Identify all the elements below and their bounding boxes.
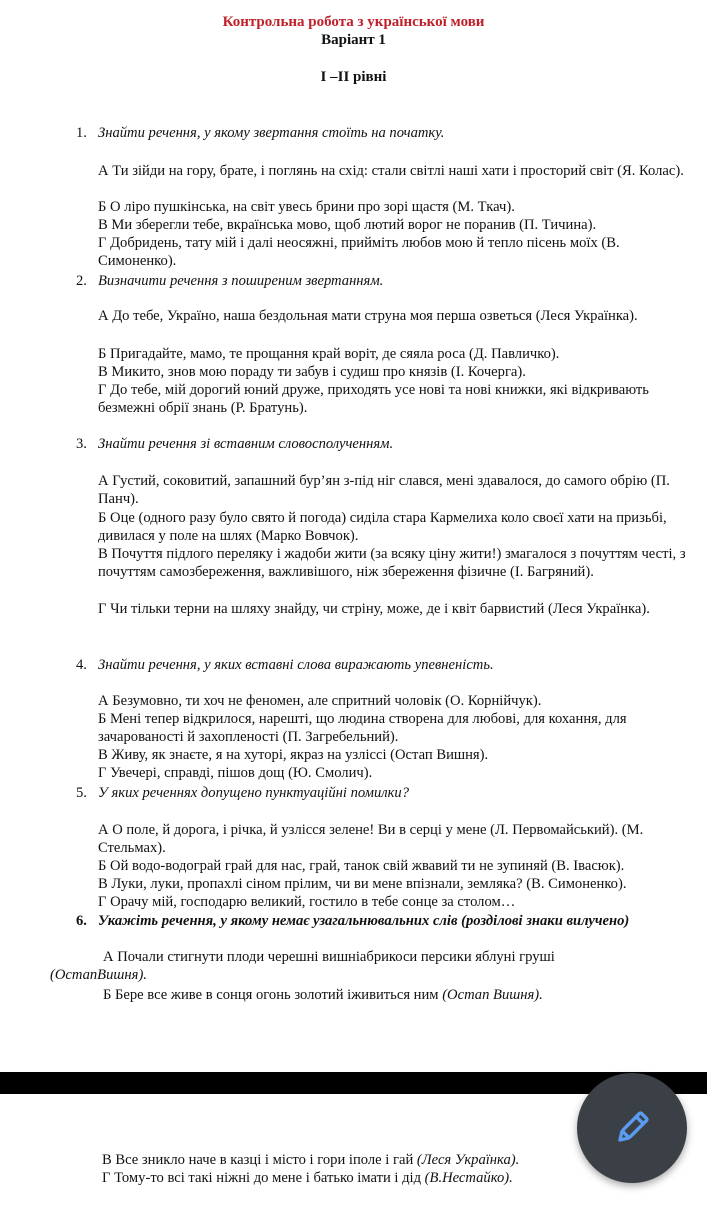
page-title: Контрольна робота з української мови (222, 14, 485, 30)
question-4 (76, 656, 676, 674)
question-number: 6. (76, 913, 87, 929)
question-text: Знайти речення зі вставним словосполученням. (98, 436, 394, 452)
pencil-icon (612, 1108, 652, 1148)
question-number: 2. (76, 273, 87, 289)
option-4c: В Живу, як знаєте, я на хуторі, якраз на узліссі (Остап Вишня). (98, 747, 489, 763)
option-4b: Б Мені тепер відкрилося, нарешті, що людина створена для любові, для кохання, для зачарованості й захопленості (П. Загребельний). (98, 711, 627, 746)
option-2d: Г До тебе, мій дорогий юний друже, приходять усе нові та нові книжки, які відкривають безмежні обрії знань (Р. Братунь). (98, 382, 649, 417)
question-number: 1. (76, 125, 87, 141)
question-text: Укажіть речення, у якому немає узагальнювальних слів (розділові знаки вилучено) (98, 913, 630, 929)
option-6a: А Почали стигнути плоди черешні вишніабрикоси персики яблуні груші (103, 949, 555, 965)
option-3c: В Почуття підлого переляку і жадоби жити (за всяку ціну жити!) змагалося з почуттям честі, з почуттям самозбереження, важливішого, ніж збереження фізичне (І. Багряний). (98, 546, 686, 581)
question-2 (76, 272, 676, 290)
option-1c: В Ми зберегли тебе, вкраїнська мово, щоб лютий ворог не поранив (П. Тичина). (98, 217, 597, 233)
option-6b (103, 986, 693, 1004)
option-6c-text: В Все зникло наче в казці і місто і гори іполе і гай (102, 1152, 417, 1168)
option-6d-author: (В.Нестайко). (424, 1170, 513, 1186)
option-5a: А О поле, й дорога, і річка, й узлісся зелене! Ви в серці у мене (Л. Первомайський). (М. Стельмах). (98, 822, 644, 857)
option-6c-author: (Леся Українка). (416, 1152, 520, 1168)
option-3b: Б Оце (одного разу було свято й погода) сиділа стара Кармелиха коло своєї хати на призьбі, дивилася у поле на шлях (Марко Вовчок). (98, 510, 667, 545)
option-5c: В Луки, луки, пропахлі сіном прілим, чи ви мене впізнали, земляка? (В. Симоненко). (98, 876, 627, 892)
option-6b-text: Б Бере все живе в сонця огонь золотий іживиться ним (103, 987, 443, 1003)
question-number: 5. (76, 785, 87, 801)
option-5d: Г Орачу мій, господарю великий, гостило в тебе сонце за столом… (98, 894, 516, 910)
option-2b: Б Пригадайте, мамо, те прощання край воріт, де сяяла роса (Д. Павличко). (98, 346, 560, 362)
option-3a: А Густий, соковитий, запашний бур’ян з-під ніг слався, мені здавалося, до самого обрію (П. Панч). (98, 473, 670, 508)
option-2a: А До тебе, Україно, наша бездольная мати струна моя перша озветься (Леся Українка). (98, 308, 638, 324)
option-6a-author: (ОстапВишня). (50, 967, 147, 983)
variant-heading: Варіант 1 (321, 32, 386, 48)
question-text: Знайти речення, у якому звертання стоїть на початку. (98, 125, 445, 141)
option-2c: В Микито, знов мою пораду ти забув і судиш про князів (І. Кочерга). (98, 364, 526, 380)
question-text: Знайти речення, у яких вставні слова виражають упевненість. (98, 657, 494, 673)
option-4d: Г Увечері, справді, пішов дощ (Ю. Смолич). (98, 765, 373, 781)
option-5b: Б Ой водо-водограй грай для нас, грай, танок свій жвавий ти не зупиняй (В. Івасюк). (98, 858, 625, 874)
question-number: 3. (76, 436, 87, 452)
option-6b-author: (Остап Вишня). (442, 987, 543, 1003)
option-1d: Г Добридень, тату мій і далі неосяжні, прийміть любов мою й тепло пісень моїх (В. Симоненко). (98, 235, 620, 270)
option-4a: А Безумовно, ти хоч не феномен, але спритний чоловік (О. Корнійчук). (98, 693, 542, 709)
question-number: 4. (76, 657, 87, 673)
edit-fab-button[interactable] (577, 1073, 687, 1183)
option-3d: Г Чи тільки терни на шляху знайду, чи стріну, може, де і квіт барвистий (Леся Українка). (98, 601, 650, 617)
option-1a: А Ти зійди на гору, брате, і поглянь на схід: стали світлі наші хати і просторий світ (Я. Колас). (98, 163, 684, 179)
question-text: У яких реченнях допущено пунктуаційні помилки? (98, 785, 410, 801)
option-6d-text: Г Тому-то всі такі ніжні до мене і батько імати і дід (102, 1170, 425, 1186)
question-1 (76, 124, 676, 142)
option-1b: Б О ліро пушкінська, на світ увесь брини про зорі щастя (М. Ткач). (98, 199, 515, 215)
question-text: Визначити речення з поширеним звертанням. (98, 273, 384, 289)
question-3 (76, 435, 676, 453)
level-heading: I –II рівні (320, 69, 387, 85)
question-6 (76, 912, 676, 930)
question-5 (76, 784, 676, 802)
